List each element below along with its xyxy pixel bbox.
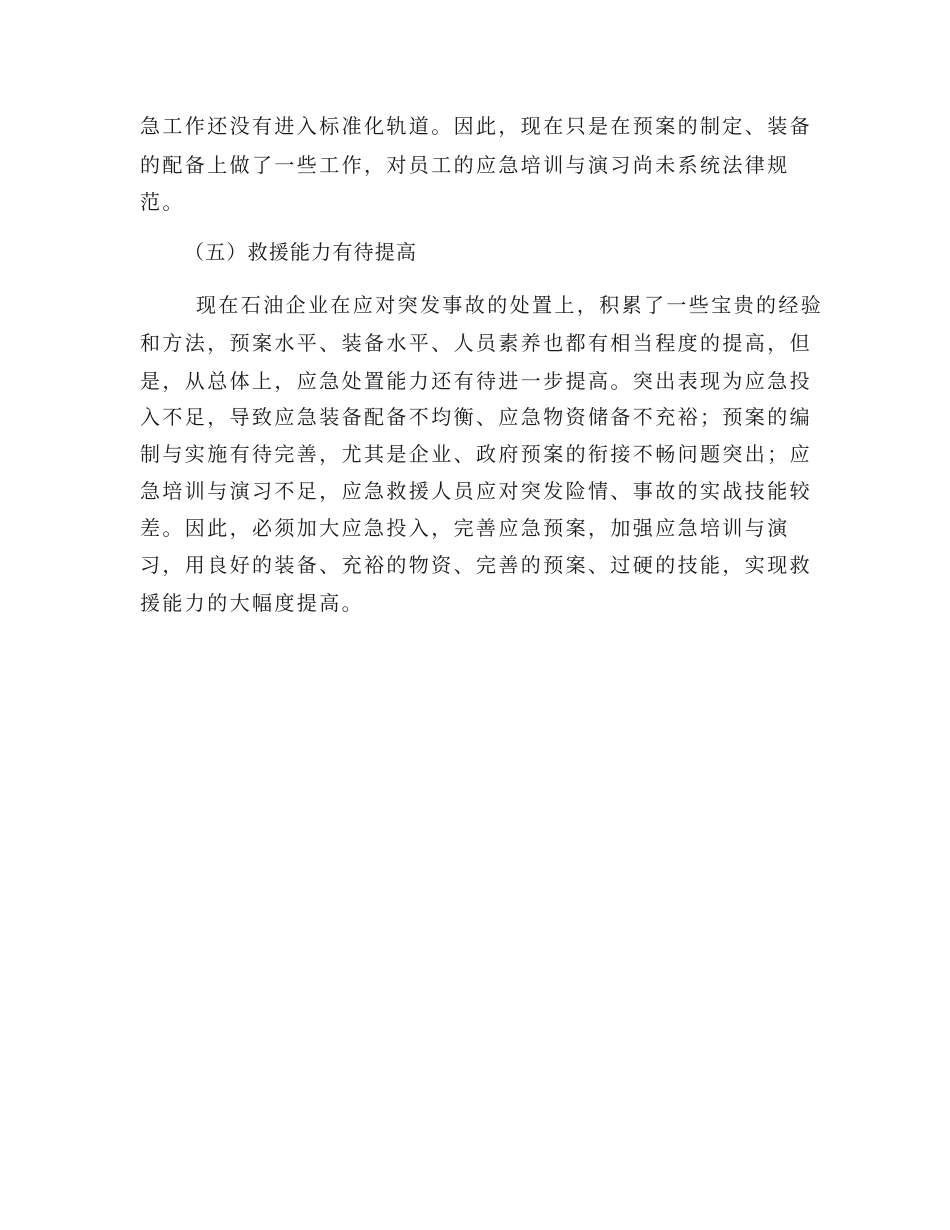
paragraph-2-line: 急培训与演习不足，应急救援人员应对突发险情、事故的实战技能较 (140, 479, 812, 503)
paragraph-2-line: 习，用良好的装备、充裕的物资、完善的预案、过硬的技能，实现救 (140, 553, 812, 577)
paragraph-2-line: 和方法，预案水平、装备水平、人员素养也都有相当程度的提高，但 (140, 331, 812, 355)
paragraph-1-line: 范。 (140, 190, 185, 214)
paragraph-2-line: 现在石油企业在应对突发事故的处置上，积累了一些宝贵的经验 (196, 293, 824, 317)
paragraph-2-line: 差。因此，必须加大应急投入，完善应急预案，加强应急培训与演 (140, 516, 790, 540)
paragraph-1-line: 急工作还没有进入标准化轨道。因此，现在只是在预案的制定、装备 (140, 114, 812, 138)
paragraph-1-line: 的配备上做了一些工作，对员工的应急培训与演习尚未系统法律规 (140, 153, 790, 177)
paragraph-2-line: 制与实施有待完善，尤其是企业、政府预案的衔接不畅问题突出；应 (140, 442, 812, 466)
paragraph-2-line: 援能力的大幅度提高。 (140, 591, 364, 615)
paragraph-2-line: 是，从总体上，应急处置能力还有待进一步提高。突出表现为应急投 (140, 369, 812, 393)
paragraph-2-line: 入不足，导致应急装备配备不均衡、应急物资储备不充裕；预案的编 (140, 405, 812, 429)
section-heading: （五）救援能力有待提高 (184, 240, 418, 264)
